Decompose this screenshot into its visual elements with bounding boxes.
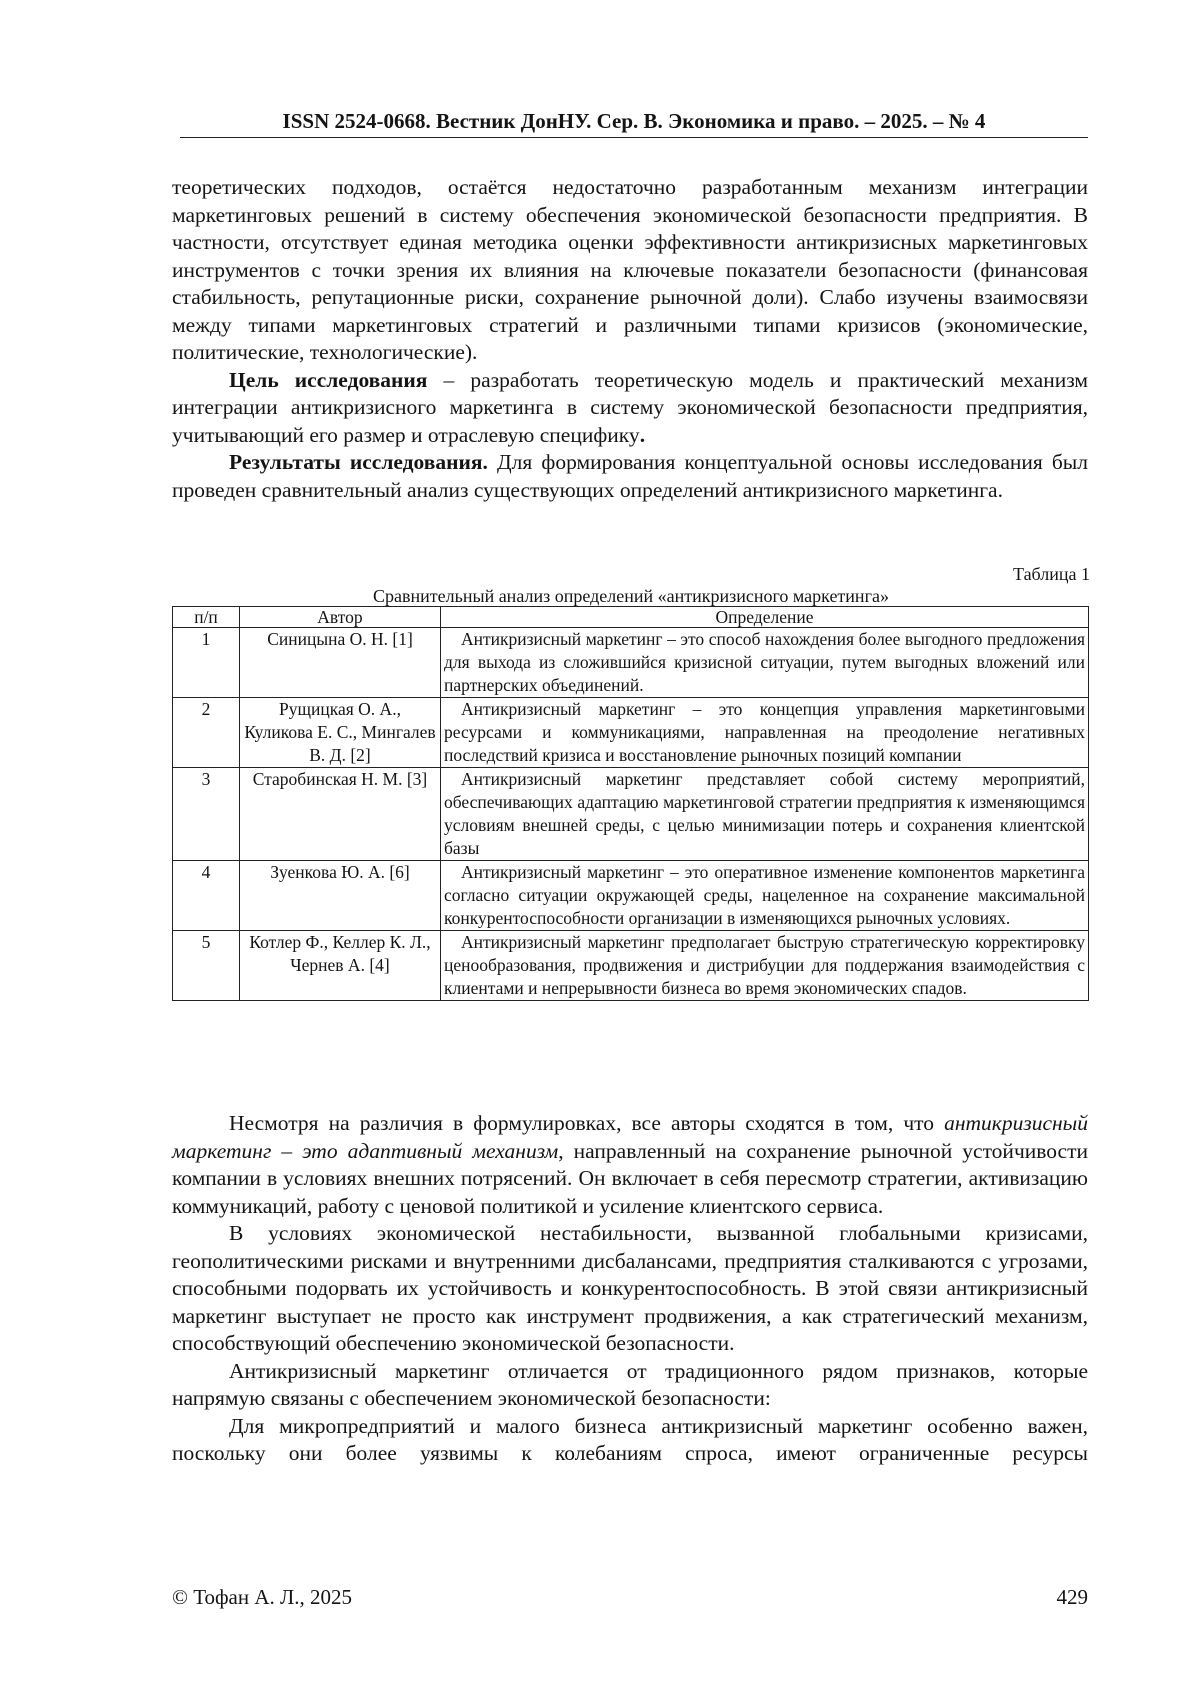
row-num: 3 (173, 768, 240, 861)
definition-text: Антикризисный маркетинг – это способ нахождения более выгодного предложения для выхода из сложившийся кризисной ситуации, путем выгодных вложений или партнерских объединений. (444, 629, 1085, 695)
row-author: Синицына О. Н. [1] (240, 628, 441, 698)
row-definition (441, 698, 1089, 768)
table-header-row (173, 607, 1089, 628)
row-num: 2 (173, 698, 240, 768)
table-row (173, 698, 1089, 768)
row-author: Котлер Ф., Келлер К. Л., Чернев А. [4] (240, 931, 441, 1001)
definitions-table (172, 606, 1089, 1001)
row-num: 5 (173, 931, 240, 1001)
row-author: Старобинская Н. М. [3] (240, 768, 441, 861)
results-text: Для формирования концептуальной основы исследования был проведен сравнительный анализ существующих определений антикризисного маркетинга. (172, 450, 1088, 502)
table-title: Сравнительный анализ определений «антикризисного маркетинга» (373, 586, 889, 606)
conclusion-section (172, 1110, 1088, 1468)
goal-end: . (639, 422, 646, 447)
goal-paragraph (172, 367, 1088, 450)
row-num: 1 (173, 628, 240, 698)
intro-paragraph: теоретических подходов, остаётся недостаточно разработанным механизм интеграции маркетинговых решений в систему обеспечения экономической безопасности предприятия. В частности, отсутствует единая методика оценки эффективности антикризисных маркетинговых инструментов с точки зрения их влияния на ключевые показатели безопасности (финансовая стабильность, репутационные риски, сохранение рыночной доли). Слабо изучены взаимосвязи между типами маркетинговых стратегий и различными типами кризисов (экономические, политические, технологические). (172, 175, 1088, 364)
conclusion-paragraph-3: Антикризисный маркетинг отличается от традиционного рядом признаков, которые напрямую связаны с обеспечением экономической безопасности: (172, 1358, 1088, 1410)
results-label: Результаты исследования. (229, 450, 488, 474)
definition-text: Антикризисный маркетинг представляет собой систему мероприятий, обеспечивающих адаптацию маркетинговой стратегии предприятия к изменяющимся условиям внешней среды, с целью минимизации потерь и сохранения клиентской базы (444, 769, 1085, 858)
conclusion-paragraph-1 (172, 1110, 1088, 1220)
table-row (173, 628, 1089, 698)
table-row (173, 768, 1089, 861)
definition-text: Антикризисный маркетинг предполагает быструю стратегическую корректировку ценообразования, продвижения и дистрибуции для поддержания взаимодействия с клиентами и непрерывности бизнеса во время экономических спадов. (444, 932, 1085, 998)
header-rule (180, 137, 1088, 138)
header-num: п/п (173, 607, 240, 628)
row-author: Зуенкова Ю. А. [6] (240, 861, 441, 931)
table-row (173, 861, 1089, 931)
row-definition (441, 768, 1089, 861)
header-author: Автор (240, 607, 441, 628)
table-row (173, 931, 1089, 1001)
row-num: 4 (173, 861, 240, 931)
goal-text: – разработать теоретическую модель и практический механизм интеграции антикризисного маркетинга в систему экономической безопасности предприятия, учитывающий его размер и отраслевую специфику (172, 367, 1088, 447)
intro-section (172, 174, 1088, 504)
copyright: © Тофан А. Л., 2025 (172, 1585, 353, 1609)
row-definition (441, 861, 1089, 931)
conclusion-paragraph-2: В условиях экономической нестабильности, вызванной глобальными кризисами, геополитическими рисками и внутренними дисбалансами, предприятия сталкиваются с угрозами, способными подорвать их устойчивость и конкурентоспособность. В этой связи антикризисный маркетинг выступает не просто как инструмент продвижения, а как стратегический механизм, способствующий обеспечению экономической безопасности. (172, 1221, 1088, 1355)
row-author: Рущицкая О. А., Куликова Е. С., Мингалев В. Д. [2] (240, 698, 441, 768)
page-number: 429 (1056, 1585, 1088, 1609)
table-label: Таблица 1 (1013, 564, 1090, 584)
journal-header: ISSN 2524-0668. Вестник ДонНУ. Сер. В. Экономика и право. – 2025. – № 4 (282, 109, 986, 133)
goal-label: Цель исследования (229, 367, 428, 392)
row-definition (441, 931, 1089, 1001)
conclusion-italic: антикризисный маркетинг – это адаптивный механизм (172, 1111, 1088, 1163)
conclusion-start: Несмотря на различия в формулировках, все авторы сходятся в том, что (229, 1111, 945, 1135)
conclusion-end: , направленный на сохранение рыночной устойчивости компании в условиях внешних потрясений. Он включает в себя пересмотр стратегии, активизацию коммуникаций, работу с ценовой политикой и усиление клиентского сервиса. (172, 1138, 1088, 1218)
conclusion-paragraph-4: Для микропредприятий и малого бизнеса антикризисный маркетинг особенно важен, поскольку они более уязвимы к колебаниям спроса, имеют ограниченные ресурсы (172, 1413, 1088, 1465)
header-definition: Определение (441, 607, 1089, 628)
definition-text: Антикризисный маркетинг – это оперативное изменение компонентов маркетинга согласно ситуации окружающей среды, нацеленное на сохранение максимальной конкурентоспособности организации в изменяющихся рыночных условиях. (444, 862, 1085, 928)
results-paragraph (172, 449, 1088, 504)
definition-text: Антикризисный маркетинг – это концепция управления маркетинговыми ресурсами и коммуникациями, направленная на преодоление негативных последствий кризиса и восстановление рыночных позиций компании (444, 699, 1085, 765)
row-definition (441, 628, 1089, 698)
